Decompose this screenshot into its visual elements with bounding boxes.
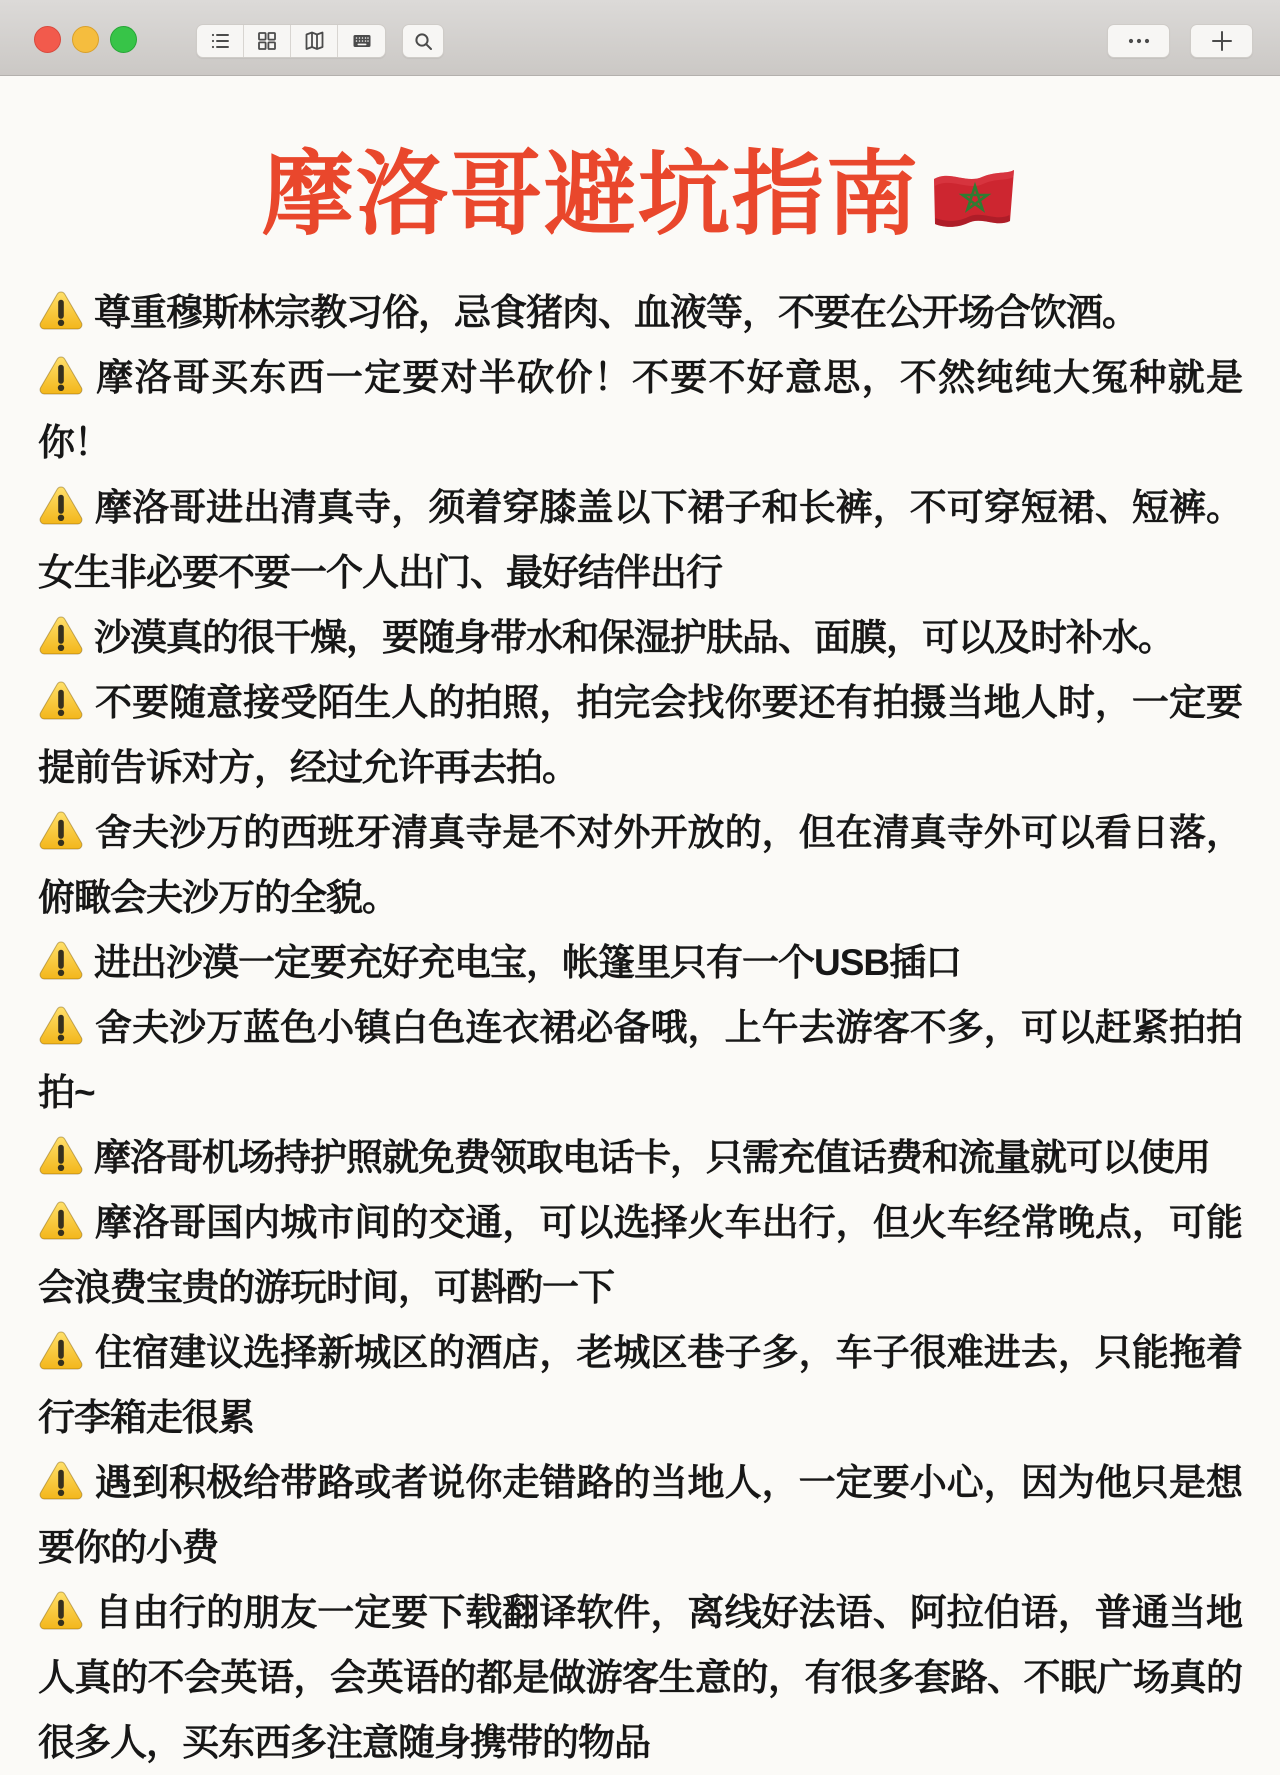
morocco-flag-icon [930, 166, 1018, 234]
guide-item: 自由行的朋友一定要下载翻译软件，离线好法语、阿拉伯语，普通当地人真的不会英语，会英语的都是做游客生意的，有很多套路、不眠广场真的很多人，买东西多注意随身携带的物品 [38, 1580, 1242, 1775]
page-title: 摩洛哥避坑指南 [261, 144, 920, 246]
titlebar [0, 0, 1280, 76]
note-content [0, 140, 1280, 1775]
grid-view-icon [255, 29, 279, 53]
guide-item: 摩洛哥进出清真寺，须着穿膝盖以下裙子和长裤，不可穿短裙、短裤。女生非必要不要一个人出门、最好结伴出行 [38, 475, 1242, 605]
title-row [38, 140, 1242, 250]
warning-icon [38, 1450, 84, 1515]
warning-icon [38, 1580, 84, 1645]
window-controls [34, 26, 137, 53]
guide-item: 沙漠真的很干燥，要随身带水和保湿护肤品、面膜，可以及时补水。 [38, 605, 1242, 670]
add-button[interactable] [1190, 24, 1253, 58]
warning-icon [38, 280, 84, 345]
guide-item: 遇到积极给带路或者说你走错路的当地人，一定要小心，因为他只是想要你的小费 [38, 1450, 1242, 1580]
close-window-button[interactable] [34, 26, 61, 53]
warning-icon [38, 995, 84, 1060]
warning-icon [38, 1320, 84, 1385]
guide-item: 舍夫沙万蓝色小镇白色连衣裙必备哦，上午去游客不多，可以赶紧拍拍拍~ [38, 995, 1242, 1125]
guide-item: 住宿建议选择新城区的酒店，老城区巷子多，车子很难进去，只能拖着行李箱走很累 [38, 1320, 1242, 1450]
zoom-window-button[interactable] [110, 26, 137, 53]
minimize-window-button[interactable] [72, 26, 99, 53]
list-view-icon [208, 29, 232, 53]
more-icon [1124, 29, 1154, 53]
map-view-icon [302, 29, 326, 53]
guide-item: 不要随意接受陌生人的拍照，拍完会找你要还有拍摄当地人时，一定要提前告诉对方，经过允许再去拍。 [38, 670, 1242, 800]
guide-list [38, 280, 1242, 1775]
warning-icon [38, 475, 84, 540]
list-view-button[interactable] [197, 25, 244, 57]
guide-item: 进出沙漠一定要充好充电宝，帐篷里只有一个USB插口 [38, 930, 1242, 995]
warning-icon [38, 1190, 84, 1255]
guide-item: 尊重穆斯林宗教习俗，忌食猪肉、血液等，不要在公开场合饮酒。 [38, 280, 1242, 345]
warning-icon [38, 345, 84, 410]
warning-icon [38, 605, 84, 670]
search-icon [411, 29, 435, 53]
guide-item: 摩洛哥国内城市间的交通，可以选择火车出行，但火车经常晚点，可能会浪费宝贵的游玩时间，可斟酌一下 [38, 1190, 1242, 1320]
guide-item: 摩洛哥机场持护照就免费领取电话卡，只需充值话费和流量就可以使用 [38, 1125, 1242, 1190]
warning-icon [38, 1125, 84, 1190]
grid-view-button[interactable] [244, 25, 291, 57]
warning-icon [38, 930, 84, 995]
search-button[interactable] [402, 24, 444, 58]
keyboard-view-icon [350, 29, 374, 53]
add-icon [1208, 27, 1236, 55]
guide-item: 舍夫沙万的西班牙清真寺是不对外开放的，但在清真寺外可以看日落，俯瞰会夫沙万的全貌。 [38, 800, 1242, 930]
more-options-button[interactable] [1107, 24, 1170, 58]
warning-icon [38, 800, 84, 865]
keyboard-view-button[interactable] [338, 25, 385, 57]
view-mode-segmented-control [196, 24, 386, 58]
map-view-button[interactable] [291, 25, 338, 57]
warning-icon [38, 670, 84, 735]
guide-item: 摩洛哥买东西一定要对半砍价！不要不好意思，不然纯纯大冤种就是你！ [38, 345, 1242, 475]
